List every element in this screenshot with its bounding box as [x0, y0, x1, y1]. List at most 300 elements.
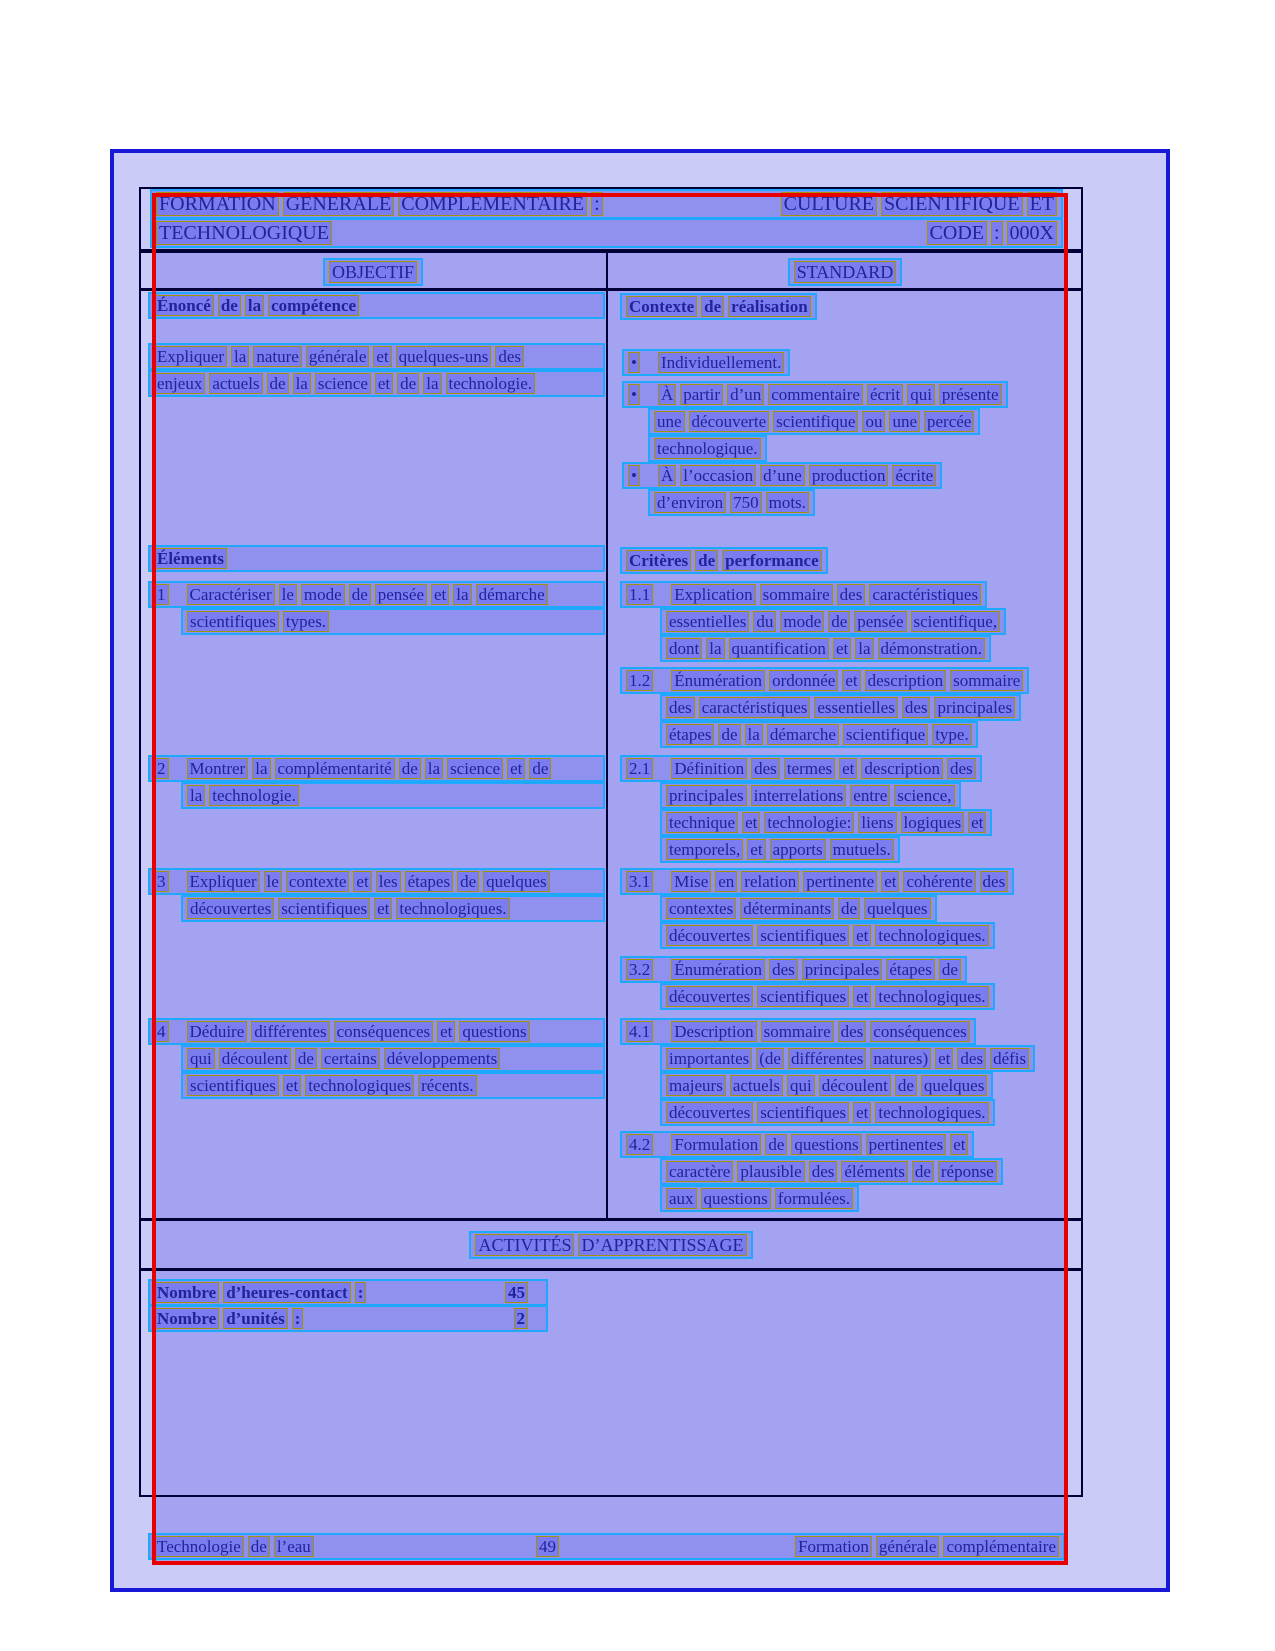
- word-box: ordonnée: [769, 670, 838, 691]
- word-box: OBJECTIF: [329, 261, 417, 283]
- units-label: [152, 1308, 305, 1329]
- word-box: et: [842, 670, 860, 691]
- word-box: l’occasion: [680, 465, 756, 486]
- word-box: termes: [784, 758, 835, 779]
- word-box: principales: [934, 697, 1015, 718]
- line-box: [648, 489, 815, 516]
- criterion-2-1: [620, 755, 1065, 863]
- line-box: [620, 868, 1014, 895]
- word-box: des: [495, 346, 524, 367]
- word-box: importantes: [666, 1048, 752, 1069]
- word-box: quelques: [921, 1075, 987, 1096]
- word-box: 3.2: [626, 959, 653, 980]
- word-box: présente: [939, 384, 1002, 405]
- word-box: logiques: [901, 812, 965, 833]
- word-box: conséquences: [334, 1021, 433, 1042]
- element-item-3: [148, 868, 605, 922]
- word-box: 49: [536, 1536, 559, 1557]
- rule-below-activities: [139, 1268, 1083, 1271]
- line-box: [660, 922, 995, 949]
- text-line: [660, 1158, 1065, 1185]
- word-box: Montrer: [187, 758, 249, 779]
- word-box: de: [248, 1536, 270, 1557]
- line-box: [148, 755, 605, 782]
- line-box: [181, 1072, 605, 1099]
- text-line: [648, 435, 1067, 462]
- word-box: temporels,: [666, 839, 743, 860]
- word-box: en: [715, 871, 737, 892]
- word-box: 45: [505, 1282, 528, 1303]
- word-box: quantification: [729, 638, 829, 659]
- criterion-1-1: [620, 581, 1065, 662]
- criterion-4-1: [620, 1018, 1065, 1126]
- word-box: réalisation: [728, 296, 811, 317]
- line-box: [148, 370, 605, 397]
- text-line: [148, 755, 605, 782]
- competency-statement-heading: [148, 292, 605, 319]
- word-box: technologie.: [446, 373, 536, 394]
- word-box: de: [718, 724, 740, 745]
- line-box: [622, 462, 942, 489]
- line-box: [648, 435, 767, 462]
- text-line: [620, 667, 1065, 694]
- word-box: une: [889, 411, 920, 432]
- word-box: performance: [722, 550, 821, 571]
- word-box: mutuels.: [830, 839, 894, 860]
- text-line: [620, 956, 1065, 983]
- contact-hours-value: [503, 1282, 544, 1303]
- word-box: complémentarité: [275, 758, 395, 779]
- word-box: scientifiques: [757, 1102, 849, 1123]
- line-box: [148, 1018, 605, 1045]
- word-box: •: [628, 465, 640, 486]
- word-box: quelques: [483, 871, 549, 892]
- word-box: et: [374, 898, 392, 919]
- rule-below-headers: [139, 288, 1083, 291]
- word-box: et: [853, 986, 871, 1007]
- word-box: technologique.: [654, 438, 761, 459]
- word-box: questions: [459, 1021, 529, 1042]
- word-box: étapes: [886, 959, 934, 980]
- word-box: 750: [730, 492, 762, 513]
- word-box: 2: [154, 758, 169, 779]
- text-line: [181, 782, 605, 809]
- word-box: des: [902, 697, 931, 718]
- word-box: technologie.: [209, 785, 299, 806]
- word-box: découlent: [819, 1075, 891, 1096]
- word-box: de: [267, 373, 289, 394]
- word-box: d’un: [727, 384, 764, 405]
- footer-section-name: [793, 1536, 1061, 1557]
- line-box: [620, 581, 987, 608]
- word-box: plausible: [737, 1161, 804, 1182]
- text-line: [148, 1018, 605, 1045]
- word-box: la: [293, 373, 311, 394]
- word-box: de: [828, 611, 850, 632]
- word-box: d’heures-contact: [223, 1282, 351, 1303]
- word-box: les: [376, 871, 401, 892]
- word-box: de: [295, 1048, 317, 1069]
- word-box: percée: [924, 411, 974, 432]
- word-box: une: [654, 411, 685, 432]
- word-box: Individuellement.: [658, 352, 784, 373]
- word-box: 4.2: [626, 1134, 653, 1155]
- text-line: [660, 721, 1065, 748]
- line-box: [660, 694, 1021, 721]
- line-box: [181, 782, 605, 809]
- word-box: Mise: [671, 871, 711, 892]
- word-box: la: [252, 758, 270, 779]
- course-title: [150, 189, 1063, 247]
- word-box: étapes: [666, 724, 714, 745]
- word-box: 3: [154, 871, 169, 892]
- word-box: scientifiques: [757, 925, 849, 946]
- page-footer: [148, 1533, 1065, 1560]
- text-line: [622, 381, 1067, 408]
- title-line-1-right: [779, 192, 1059, 216]
- word-box: :: [591, 192, 603, 216]
- text-line: [648, 408, 1067, 435]
- word-box: des: [957, 1048, 986, 1069]
- word-box: la: [187, 785, 205, 806]
- word-box: technologiques.: [875, 986, 988, 1007]
- word-box: technologie:: [764, 812, 854, 833]
- word-box: complémentaire: [943, 1536, 1059, 1557]
- word-box: générale: [306, 346, 370, 367]
- line-box: [660, 895, 937, 922]
- word-box: scientifique,: [911, 611, 1001, 632]
- word-box: TECHNOLOGIQUE: [156, 221, 332, 245]
- criteria-heading: [620, 547, 1065, 574]
- objectif-column-header: [139, 258, 607, 286]
- competency-statement: [148, 343, 605, 397]
- word-box: et: [935, 1048, 953, 1069]
- word-box: et: [437, 1021, 455, 1042]
- criterion-4-2: [620, 1131, 1065, 1212]
- word-box: qui: [907, 384, 935, 405]
- line-box: [622, 381, 1008, 408]
- word-box: Expliquer: [187, 871, 260, 892]
- word-box: 4.1: [626, 1021, 653, 1042]
- word-box: COMPLÉMENTAIRE: [398, 192, 587, 216]
- word-box: aux: [666, 1188, 697, 1209]
- word-box: écrit: [867, 384, 903, 405]
- word-box: scientifiques: [278, 898, 370, 919]
- word-box: Description: [671, 1021, 756, 1042]
- text-line: [181, 1045, 605, 1072]
- word-box: Formulation: [671, 1134, 761, 1155]
- footer-program-name: [152, 1536, 316, 1557]
- objectif-header-label: [323, 258, 423, 286]
- word-box: pensée: [375, 584, 427, 605]
- word-box: et: [881, 871, 899, 892]
- word-box: de: [529, 758, 551, 779]
- word-box: technologiques.: [396, 898, 509, 919]
- text-line: [660, 1099, 1065, 1126]
- word-box: contextes: [666, 898, 736, 919]
- word-box: Énumération: [671, 959, 765, 980]
- standard-column-header: [607, 258, 1083, 286]
- word-box: la: [425, 758, 443, 779]
- title-line-1-left: [154, 192, 605, 216]
- word-box: D’APPRENTISSAGE: [578, 1234, 746, 1256]
- word-box: relation: [741, 871, 799, 892]
- word-box: découlent: [219, 1048, 291, 1069]
- line-box: [620, 1018, 976, 1045]
- contact-hours-row: [148, 1279, 548, 1306]
- word-box: écrite: [892, 465, 936, 486]
- word-box: la: [423, 373, 441, 394]
- word-box: développements: [384, 1048, 500, 1069]
- word-box: formulées.: [775, 1188, 853, 1209]
- word-box: À: [658, 384, 676, 405]
- line-box: [181, 1045, 605, 1072]
- line-box: [148, 581, 605, 608]
- text-line: [620, 1131, 1065, 1158]
- word-box: et: [507, 758, 525, 779]
- units-value: [512, 1308, 545, 1329]
- word-box: 2.1: [626, 758, 653, 779]
- word-box: des: [838, 1021, 867, 1042]
- word-box: de: [939, 959, 961, 980]
- context-bullet-1: [622, 349, 1067, 376]
- word-box: et: [742, 812, 760, 833]
- word-box: conséquences: [870, 1021, 969, 1042]
- text-line: [148, 581, 605, 608]
- word-box: caractère: [666, 1161, 733, 1182]
- text-line: [620, 1018, 1065, 1045]
- word-box: •: [628, 384, 640, 405]
- learning-activities-heading: [139, 1231, 1083, 1259]
- line-box: [620, 956, 967, 983]
- text-line: [660, 895, 1065, 922]
- rule-above-activities: [139, 1218, 1083, 1221]
- word-box: démarche: [767, 724, 839, 745]
- word-box: et: [283, 1075, 301, 1096]
- word-box: et: [375, 373, 393, 394]
- word-box: la: [453, 584, 471, 605]
- word-box: découvertes: [187, 898, 274, 919]
- word-box: Explication: [671, 584, 755, 605]
- word-box: Énoncé: [154, 295, 214, 316]
- word-box: scientifiques: [187, 611, 279, 632]
- line-box: [660, 635, 991, 662]
- word-box: démarche: [476, 584, 548, 605]
- word-box: Déduire: [187, 1021, 248, 1042]
- word-box: 3.1: [626, 871, 653, 892]
- word-box: Expliquer: [154, 346, 227, 367]
- word-box: cohérente: [903, 871, 975, 892]
- word-box: quelques: [864, 898, 930, 919]
- word-box: nature: [253, 346, 301, 367]
- word-box: de: [349, 584, 371, 605]
- word-box: description: [865, 670, 947, 691]
- word-box: questions: [791, 1134, 861, 1155]
- word-box: actuels: [730, 1075, 783, 1096]
- context-heading: [620, 293, 1065, 320]
- word-box: sommaire: [950, 670, 1023, 691]
- word-box: réponse: [938, 1161, 997, 1182]
- word-box: partir: [680, 384, 723, 405]
- word-box: essentielles: [666, 611, 749, 632]
- word-box: qui: [187, 1048, 215, 1069]
- word-box: et: [747, 839, 765, 860]
- word-box: ou: [862, 411, 885, 432]
- word-box: dont: [666, 638, 702, 659]
- word-box: enjeux: [154, 373, 205, 394]
- word-box: la: [245, 295, 264, 316]
- text-line: [181, 608, 605, 635]
- word-box: démonstration.: [878, 638, 986, 659]
- word-box: éléments: [841, 1161, 907, 1182]
- element-item-2: [148, 755, 605, 809]
- word-box: science: [315, 373, 371, 394]
- word-box: et: [353, 871, 371, 892]
- word-box: l’eau: [274, 1536, 314, 1557]
- line-box: [660, 1045, 1035, 1072]
- word-box: de: [695, 550, 718, 571]
- word-box: actuels: [209, 373, 262, 394]
- word-box: de: [457, 871, 479, 892]
- word-box: des: [751, 758, 780, 779]
- word-box: découvertes: [666, 925, 753, 946]
- column-divider: [606, 253, 608, 1218]
- word-box: d’une: [760, 465, 805, 486]
- word-box: et: [373, 346, 391, 367]
- text-line: [660, 1072, 1065, 1099]
- word-box: Nombre: [154, 1308, 219, 1329]
- word-box: science,: [894, 785, 954, 806]
- text-line: [660, 1045, 1065, 1072]
- line-box: [181, 895, 605, 922]
- word-box: et: [853, 925, 871, 946]
- word-box: liens: [858, 812, 896, 833]
- word-box: STANDARD: [794, 261, 897, 283]
- word-box: scientifique: [843, 724, 928, 745]
- word-box: la: [855, 638, 873, 659]
- word-box: 1: [154, 584, 169, 605]
- title-line-2: [150, 218, 1063, 247]
- text-line: [622, 462, 1067, 489]
- word-box: type.: [932, 724, 972, 745]
- text-line: [660, 922, 1065, 949]
- word-box: des: [980, 871, 1009, 892]
- word-box: compétence: [268, 295, 359, 316]
- word-box: découverte: [689, 411, 770, 432]
- text-line: [660, 694, 1065, 721]
- word-box: caractéristiques: [699, 697, 811, 718]
- word-box: entre: [850, 785, 890, 806]
- word-box: des: [809, 1161, 838, 1182]
- text-line: [660, 983, 1065, 1010]
- word-box: et: [853, 1102, 871, 1123]
- line-box: [620, 755, 982, 782]
- word-box: technologiques: [305, 1075, 414, 1096]
- contact-hours-label: [152, 1282, 368, 1303]
- word-box: technologiques.: [875, 925, 988, 946]
- text-line: [660, 809, 1065, 836]
- line-box: [660, 1099, 995, 1126]
- footer-page-number: [534, 1536, 575, 1557]
- word-box: la: [706, 638, 724, 659]
- word-box: différentes: [251, 1021, 329, 1042]
- word-box: découvertes: [666, 1102, 753, 1123]
- word-box: types.: [283, 611, 329, 632]
- word-box: Caractériser: [187, 584, 275, 605]
- word-box: Nombre: [154, 1282, 219, 1303]
- word-box: découvertes: [666, 986, 753, 1007]
- element-item-4: [148, 1018, 605, 1099]
- word-box: des: [947, 758, 976, 779]
- word-box: commentaire: [768, 384, 863, 405]
- word-box: Définition: [671, 758, 747, 779]
- word-box: d’environ: [654, 492, 726, 513]
- text-line: [148, 370, 605, 397]
- word-box: (de: [756, 1048, 784, 1069]
- text-line: [660, 635, 1065, 662]
- title-line-1: [150, 189, 1063, 218]
- word-box: générale: [876, 1536, 940, 1557]
- word-box: pertinentes: [866, 1134, 947, 1155]
- word-box: des: [666, 697, 695, 718]
- text-line: [660, 782, 1065, 809]
- word-box: et: [950, 1134, 968, 1155]
- line-box: [660, 1072, 993, 1099]
- word-box: :: [991, 221, 1003, 245]
- word-box: 1.2: [626, 670, 653, 691]
- word-box: 1.1: [626, 584, 653, 605]
- word-box: scientifique: [773, 411, 858, 432]
- word-box: À: [658, 465, 676, 486]
- text-line: [660, 1185, 1065, 1212]
- word-box: contexte: [286, 871, 350, 892]
- word-box: quelques-uns: [396, 346, 492, 367]
- line-box: [660, 782, 961, 809]
- word-box: essentielles: [814, 697, 897, 718]
- word-box: pertinente: [803, 871, 877, 892]
- word-box: étapes: [405, 871, 453, 892]
- word-box: CODE: [927, 221, 987, 245]
- word-box: et: [968, 812, 986, 833]
- word-box: :: [355, 1282, 367, 1303]
- word-box: le: [264, 871, 282, 892]
- word-box: :: [292, 1308, 304, 1329]
- word-box: de: [895, 1075, 917, 1096]
- word-box: CULTURE: [781, 192, 877, 216]
- word-box: déterminants: [740, 898, 834, 919]
- word-box: de: [765, 1134, 787, 1155]
- word-box: de: [218, 295, 241, 316]
- element-item-1: [148, 581, 605, 635]
- elements-heading: [148, 545, 605, 572]
- text-line: [660, 836, 1065, 863]
- word-box: technologiques.: [875, 1102, 988, 1123]
- word-box: de: [838, 898, 860, 919]
- rule-below-title: [139, 249, 1083, 253]
- word-box: scientifiques: [187, 1075, 279, 1096]
- word-box: et: [839, 758, 857, 779]
- text-line: [648, 489, 1067, 516]
- word-box: pensée: [854, 611, 906, 632]
- standard-header-label: [788, 258, 903, 286]
- word-box: certains: [321, 1048, 380, 1069]
- line-box: [620, 667, 1029, 694]
- word-box: mode: [301, 584, 345, 605]
- word-box: de: [912, 1161, 934, 1182]
- word-box: des: [837, 584, 866, 605]
- word-box: SCIENTIFIQUE: [881, 192, 1023, 216]
- line-box: [660, 1185, 859, 1212]
